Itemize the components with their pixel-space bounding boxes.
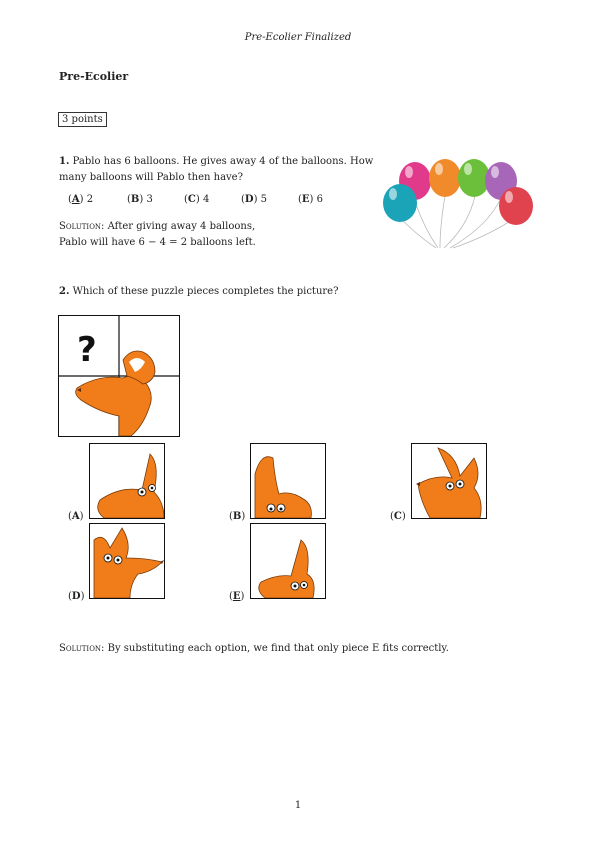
kangaroo-piece-icon (251, 444, 325, 518)
q1-option-d[interactable]: (D) 5 (241, 194, 268, 205)
q1-option-value: 2 (86, 194, 94, 205)
q2-number: 2. (59, 286, 70, 297)
section-title: Pre-Ecolier (59, 70, 129, 83)
q2-solution-label: Solution: (59, 643, 105, 654)
q1-option-value: 4 (202, 194, 210, 205)
puzzle-picture (58, 315, 180, 437)
page-number: 1 (294, 800, 302, 811)
q2-option-letter: A (71, 511, 80, 522)
q2-option-letter: E (232, 591, 241, 602)
q1-option-letter: B (130, 194, 140, 205)
q2-option-c-label[interactable]: (C) (390, 511, 406, 522)
q1-option-value: 3 (146, 194, 153, 205)
q1-text-line1: Pablo has 6 balloons. He gives away 4 of the balloons. How (72, 156, 374, 167)
running-header: Pre-Ecolier Finalized (244, 32, 352, 43)
points-badge: 3 points (58, 112, 107, 127)
q1-option-value: 6 (316, 194, 323, 205)
balloon (458, 159, 490, 197)
balloon (499, 187, 533, 225)
kangaroo-piece-icon (251, 524, 325, 598)
q2-solution-text: By substituting each option, we find that only piece E fits correctly. (107, 643, 449, 654)
q1-solution-label: Solution: (59, 221, 105, 232)
q2-option-d-piece[interactable] (89, 523, 165, 599)
q2-option-letter: C (393, 511, 402, 522)
q1-text-line2: many balloons will Pablo then have? (59, 172, 243, 183)
q2-option-letter: B (232, 511, 242, 522)
q2-text: Which of these puzzle pieces completes the picture? (72, 286, 339, 297)
kangaroo-piece-icon (90, 444, 164, 518)
q1-option-a[interactable]: (A) 2 (68, 194, 94, 205)
q1-number: 1. (59, 156, 70, 167)
balloon (383, 184, 417, 222)
kangaroo-piece-icon (412, 444, 486, 518)
q1-option-b[interactable]: (B) 3 (127, 194, 153, 205)
q2-option-e-label[interactable]: (E) (229, 591, 245, 602)
q1-option-letter: D (244, 194, 254, 205)
kangaroo-piece-icon (90, 524, 164, 598)
q2-option-e-piece[interactable] (250, 523, 326, 599)
q1-option-value: 5 (260, 194, 268, 205)
balloons-illustration (378, 156, 538, 256)
q1-solution-line2: Pablo will have 6 − 4 = 2 balloons left. (59, 237, 256, 248)
q1-option-letter: A (71, 194, 80, 205)
balloon (429, 159, 461, 197)
q1-option-c[interactable]: (C) 4 (184, 194, 210, 205)
question-mark: ? (77, 330, 97, 370)
q1-question (59, 154, 379, 186)
q1-option-e[interactable]: (E) 6 (298, 194, 323, 205)
q1-option-letter: C (187, 194, 196, 205)
q2-question (59, 284, 338, 300)
q2-option-b-label[interactable]: (B) (229, 511, 246, 522)
q2-option-letter: D (71, 591, 81, 602)
q2-solution (59, 641, 539, 657)
q1-solution-line1: After giving away 4 balloons, (107, 221, 256, 232)
q2-option-d-label[interactable]: (D) (68, 591, 85, 602)
q1-solution (59, 219, 379, 251)
q2-option-a-label[interactable]: (A) (68, 511, 84, 522)
q2-option-c-piece[interactable] (411, 443, 487, 519)
q2-option-a-piece[interactable] (89, 443, 165, 519)
q2-option-b-piece[interactable] (250, 443, 326, 519)
q1-option-letter: E (301, 194, 310, 205)
